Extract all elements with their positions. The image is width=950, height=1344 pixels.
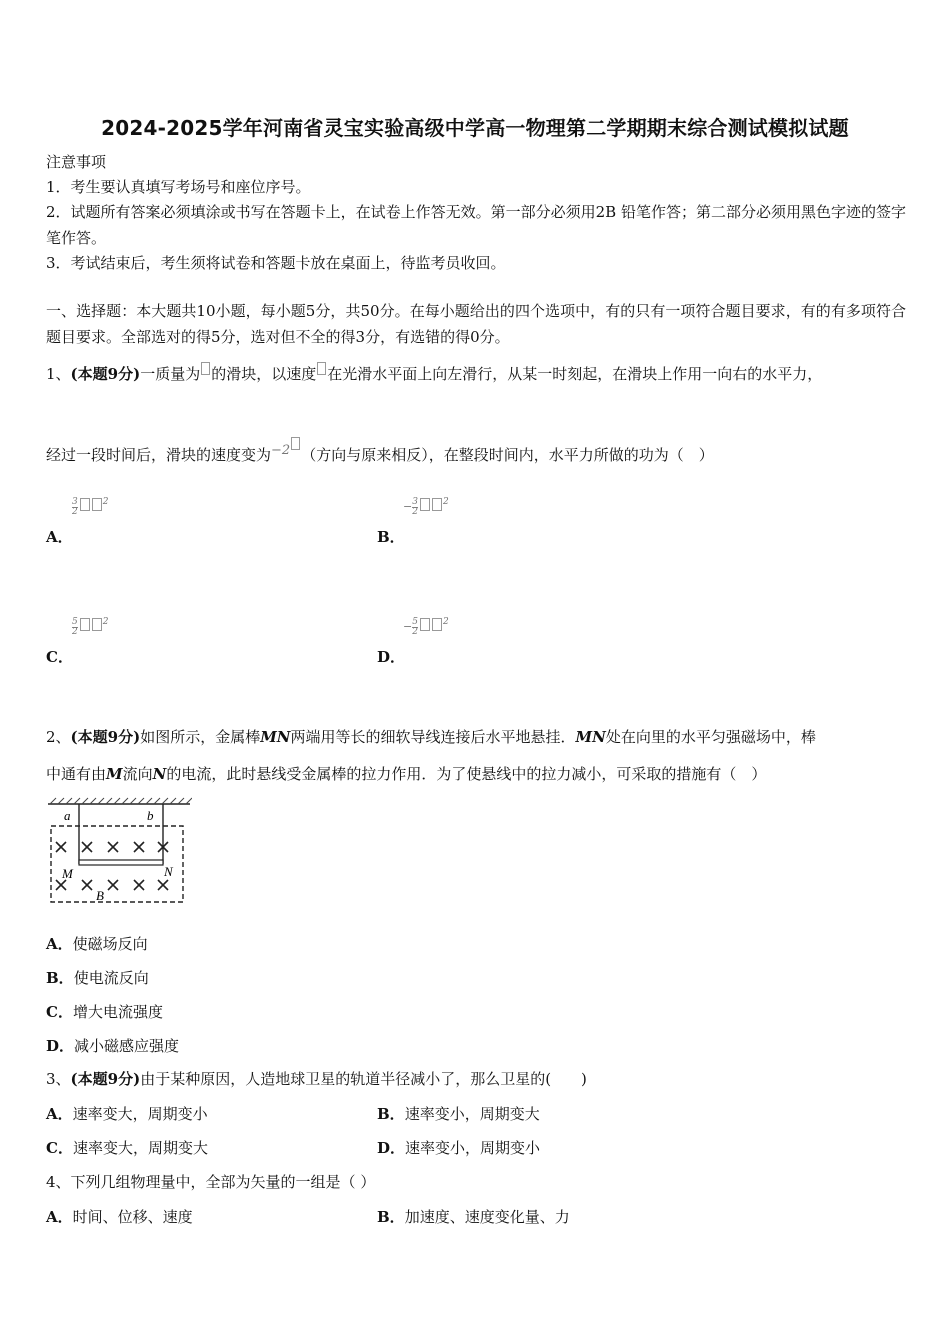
label-b-field: B xyxy=(96,888,104,903)
label-a: a xyxy=(64,808,71,823)
notice-heading: 注意事项 xyxy=(46,153,107,171)
notice-item-3: 3．考试结束后，考生须将试卷和答题卡放在桌面上，待监考员收回。 xyxy=(46,254,506,272)
option-d-formula: − $\frac{5}{2}$ $^2$ xyxy=(403,616,449,637)
notice-item-2: 2．试题所有答案必须填涂或书写在答题卡上，在试卷上作答无效。第一部分必须用2B 铅笔作答；第二部分必须用黑色字迹的签字笔作答。 xyxy=(46,203,906,247)
question-score: (本题9分) xyxy=(70,365,141,383)
option-d[interactable]: D．速率变小，周期变小 xyxy=(377,1139,541,1157)
question-2-line-2: 中通有由M流向N的电流，此时悬线受金属棒的拉力作用．为了使悬线中的拉力减小，可采取的措施有（ ） xyxy=(46,765,767,783)
option-b[interactable]: B．加速度、速度变化量、力 xyxy=(377,1208,570,1226)
exam-title: 2024-2025学年河南省灵宝实验高级中学高一物理第二学期期末综合测试模拟试题 xyxy=(101,116,849,140)
option-b-formula: − $\frac{3}{2}$ $^2$ xyxy=(403,496,449,517)
notice-item-1: 1．考生要认真填写考场号和座位序号。 xyxy=(46,178,311,196)
question-score: (本题9分) xyxy=(70,728,141,746)
option-d[interactable]: D． xyxy=(377,648,406,666)
question-4-text: 4、下列几组物理量中，全部为矢量的一组是（ ） xyxy=(46,1173,376,1191)
formula-placeholder xyxy=(317,362,326,375)
metal-rod xyxy=(79,860,163,865)
question-3-text: 3、(本题9分)由于某种原因，人造地球卫星的轨道半径减小了，那么卫星的( ) xyxy=(46,1070,587,1088)
question-number: 4、 xyxy=(46,1173,71,1191)
formula-placeholder xyxy=(201,362,210,375)
option-b[interactable]: B． xyxy=(377,528,405,546)
label-b: b xyxy=(147,808,154,823)
section-intro: 一、选择题：本大题共10小题，每小题5分，共50分。在每小题给出的四个选项中，有的只有一项符合题目要求，有的有多项符合题目要求。全部选对的得5分，选对但不全的得3分，有选错的得0分。 xyxy=(46,302,906,346)
question-score: (本题9分) xyxy=(70,1070,141,1088)
option-c[interactable]: C．速率变大，周期变大 xyxy=(46,1139,208,1157)
velocity-formula: −2 xyxy=(271,443,301,458)
option-a-formula: $\frac{3}{2}$ $^2$ xyxy=(72,496,109,517)
ceiling-hatch xyxy=(50,798,192,804)
option-c-formula: $\frac{5}{2}$ $^2$ xyxy=(72,616,109,637)
label-m: M xyxy=(62,866,73,881)
magnetic-field-figure xyxy=(46,796,192,908)
option-c[interactable]: C．增大电流强度 xyxy=(46,1003,163,1021)
option-b[interactable]: B．使电流反向 xyxy=(46,969,149,987)
option-a[interactable]: A． xyxy=(46,528,73,546)
question-number: 3、 xyxy=(46,1070,71,1088)
option-d[interactable]: D．减小磁感应强度 xyxy=(46,1037,180,1055)
label-n: N xyxy=(164,864,173,879)
question-number: 2、 xyxy=(46,728,71,746)
option-b[interactable]: B．速率变小，周期变大 xyxy=(377,1105,540,1123)
option-a[interactable]: A．时间、位移、速度 xyxy=(46,1208,193,1226)
question-1-line-1: 1、(本题9分)一质量为 的滑块，以速度 在光滑水平面上向左滑行，从某一时刻起，在滑块上作用一向右的水平力， xyxy=(46,362,822,384)
question-2-line-1: 2、(本题9分)如图所示，金属棒MN两端用等长的细软导线连接后水平地悬挂．MN处在向里的水平匀强磁场中，棒 xyxy=(46,728,816,746)
question-number: 1、 xyxy=(46,365,71,383)
question-1-line-2: 经过一段时间后，滑块的速度变为−2 （方向与原来相反），在整段时间内，水平力所做的功为（ ） xyxy=(46,437,714,465)
option-a[interactable]: A．使磁场反向 xyxy=(46,935,148,953)
option-c[interactable]: C． xyxy=(46,648,73,666)
option-a[interactable]: A．速率变大，周期变小 xyxy=(46,1105,208,1123)
